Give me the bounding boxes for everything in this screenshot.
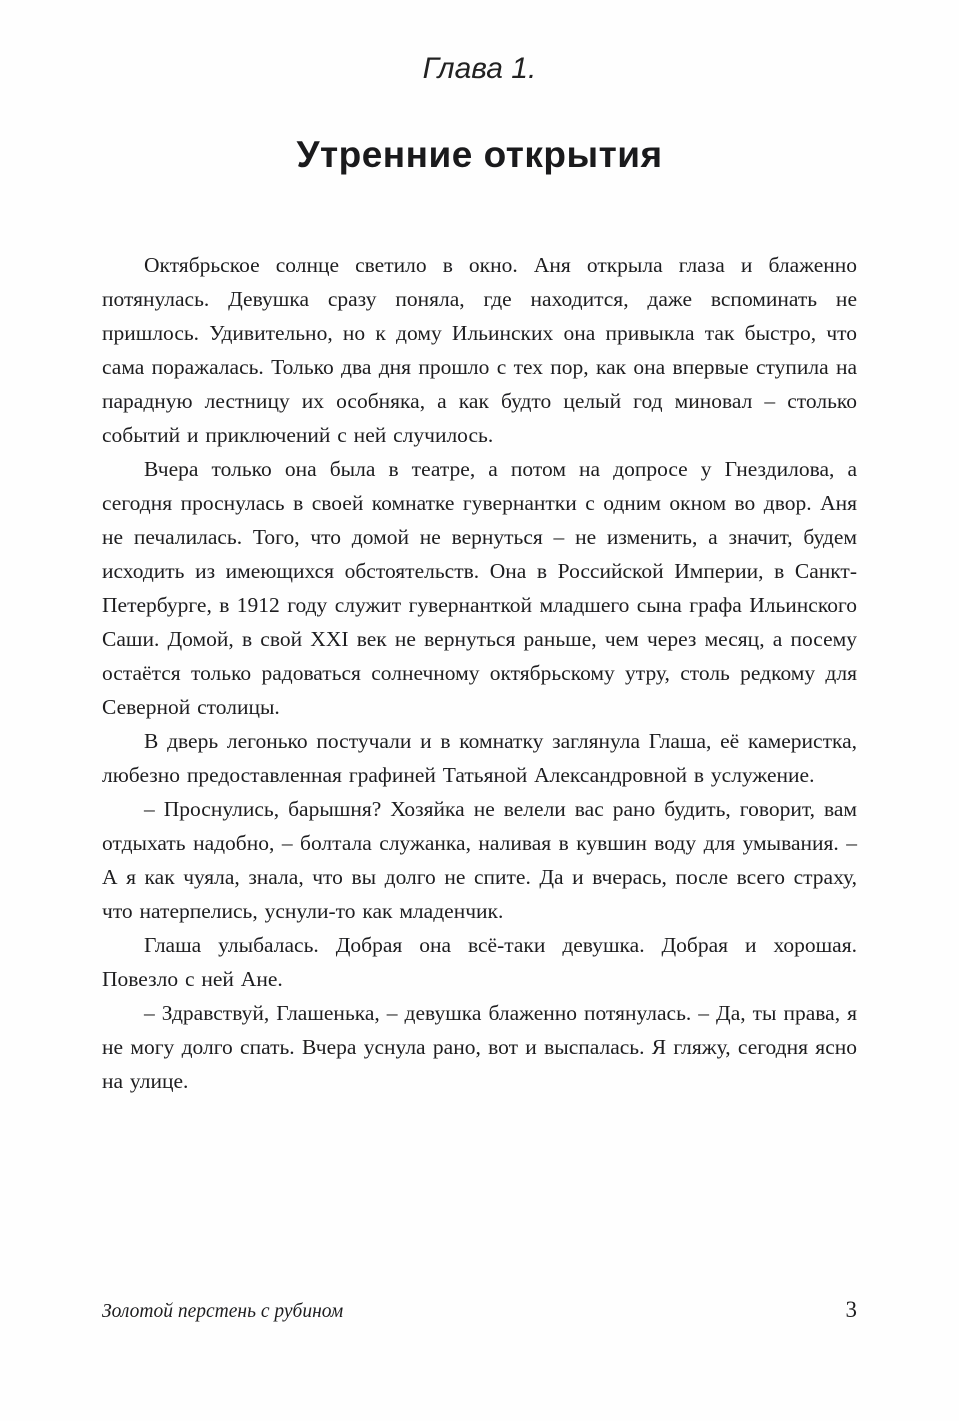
paragraph: В дверь легонько постучали и в комнатку заглянула Глаша, её камеристка, любезно предоставленная графиней Татьяной Александровной в услужение. <box>102 729 857 787</box>
paragraph: Глаша улыбалась. Добрая она всё-таки девушка. Добрая и хорошая. Повезло с ней Ане. <box>102 933 857 991</box>
paragraph: – Проснулись, барышня? Хозяйка не велели вас рано будить, говорит, вам отдыхать надобно, – болтала служанка, наливая в кувшин воду для умывания. – А я как чуяла, знала, что вы долго не спите. Да и вчерась, после всего страху, что натерпелись, уснули-то как младенчик. <box>102 797 857 923</box>
page-footer <box>102 1297 857 1323</box>
paragraph: Октябрьское солнце светило в окно. Аня открыла глаза и блаженно потянулась. Девушка сразу поняла, где находится, даже вспоминать не пришлось. Удивительно, но к дому Ильинских она привыкла так быстро, что сама поражалась. Только два дня прошло с тех пор, как она впервые ступила на парадную лестницу их особняка, а как будто целый год миновал – столько событий и приключений с ней случилось. <box>102 253 857 447</box>
paragraph: Вчера только она была в театре, а потом на допросе у Гнездилова, а сегодня проснулась в своей комнатке гувернантки с одним окном во двор. Аня не печалилась. Того, что домой не вернуться – не изменить, а значит, будем исходить из имеющихся обстоятельств. Она в Российской Империи, в Санкт-Петербурге, в 1912 году служит гувернанткой младшего сына графа Ильинского Саши. Домой, в свой XXI век не вернуться раньше, чем через месяц, а посему остаётся только радоваться солнечному октябрьскому утру, столь редкому для Северной столицы. <box>102 457 857 719</box>
body-text <box>102 248 857 1098</box>
chapter-label: Глава 1. <box>422 52 537 85</box>
chapter-title: Утренние открытия <box>296 134 663 175</box>
paragraph: – Здравствуй, Глашенька, – девушка блаженно потянулась. – Да, ты права, я не могу долго спать. Вчера уснула рано, вот и выспалась. Я гляжу, сегодня ясно на улице. <box>102 1001 857 1093</box>
page-number: 3 <box>845 1297 857 1322</box>
running-book-title: Золотой перстень с рубином <box>102 1301 344 1322</box>
